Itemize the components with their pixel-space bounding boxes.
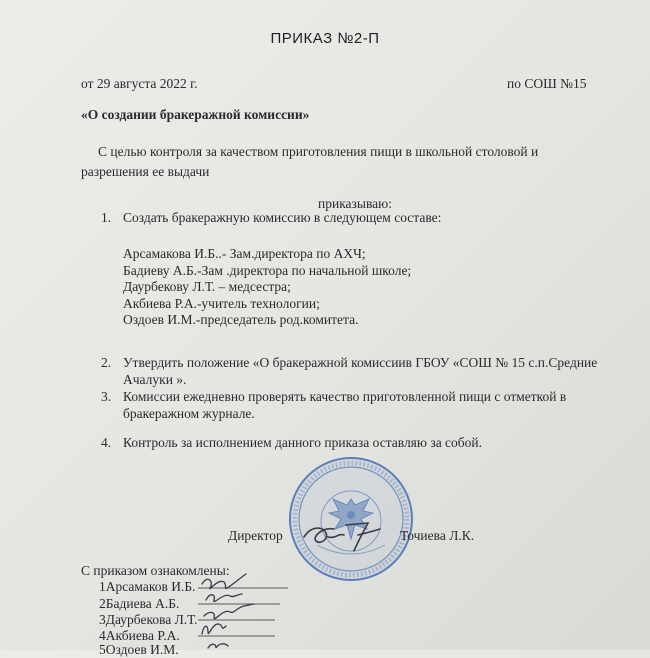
acknowledged-person: 5Оздоев И.М. [99, 642, 179, 657]
item-text: Контроль за исполнением данного приказа оставляю за собой. [123, 435, 483, 450]
item-text: Создать бракеражную комиссию в следующем составе: [123, 210, 442, 225]
item-number: 3. [101, 389, 112, 404]
acknowledgement-signatures [180, 568, 290, 650]
acknowledged-person: 4Акбиева Р.А. [99, 628, 180, 643]
order-word: приказываю: [318, 196, 392, 211]
organization: по СОШ №15 [507, 76, 587, 91]
acknowledged-person: 1Арсамаков И.Б. [99, 579, 196, 594]
director-label: Директор [228, 528, 283, 543]
item-text: Утвердить положение «О бракеражной комиссиив ГБОУ «СОШ № 15 с.п.Средние [123, 355, 598, 370]
item-number: 2. [101, 355, 112, 370]
purpose-text-line1: С целью контроля за качеством приготовления пищи в школьной столовой и [98, 144, 539, 159]
member-line: Оздоев И.М.-председатель род.комитета. [123, 312, 359, 327]
item-number: 1. [101, 210, 112, 225]
order-date: от 29 августа 2022 г. [81, 76, 198, 91]
member-line: Бадиеву А.Б.-Зам .директора по начальной школе; [123, 263, 412, 278]
item-text: Комиссии ежедневно проверять качество приготовленной пищи с отметкой в [123, 389, 567, 404]
purpose-text-line2: разрешения ее выдачи [81, 164, 210, 179]
item-number: 4. [101, 435, 112, 450]
item-text-continued: Ачалуки ». [123, 372, 187, 387]
acknowledgement-header: С приказом ознакомлены: [81, 563, 230, 578]
member-line: Даурбекову Л.Т. – медсестра; [123, 279, 291, 294]
acknowledged-person: 3Даурбекова Л.Т. [99, 612, 198, 627]
member-line: Акбиева Р.А.-учитель технологии; [123, 296, 320, 311]
acknowledged-person: 2Бадиева А.Б. [99, 596, 180, 611]
order-subject: «О создании бракеражной комиссии» [81, 107, 310, 122]
member-line: Арсамакова И.Б..- Зам.директора по АХЧ; [123, 246, 366, 261]
director-name: Точиева Л.К. [400, 528, 475, 543]
document-title: ПРИКАЗ №2-П [270, 30, 380, 47]
item-text-continued: бракеражном журнале. [123, 406, 255, 421]
director-signature [298, 515, 393, 555]
